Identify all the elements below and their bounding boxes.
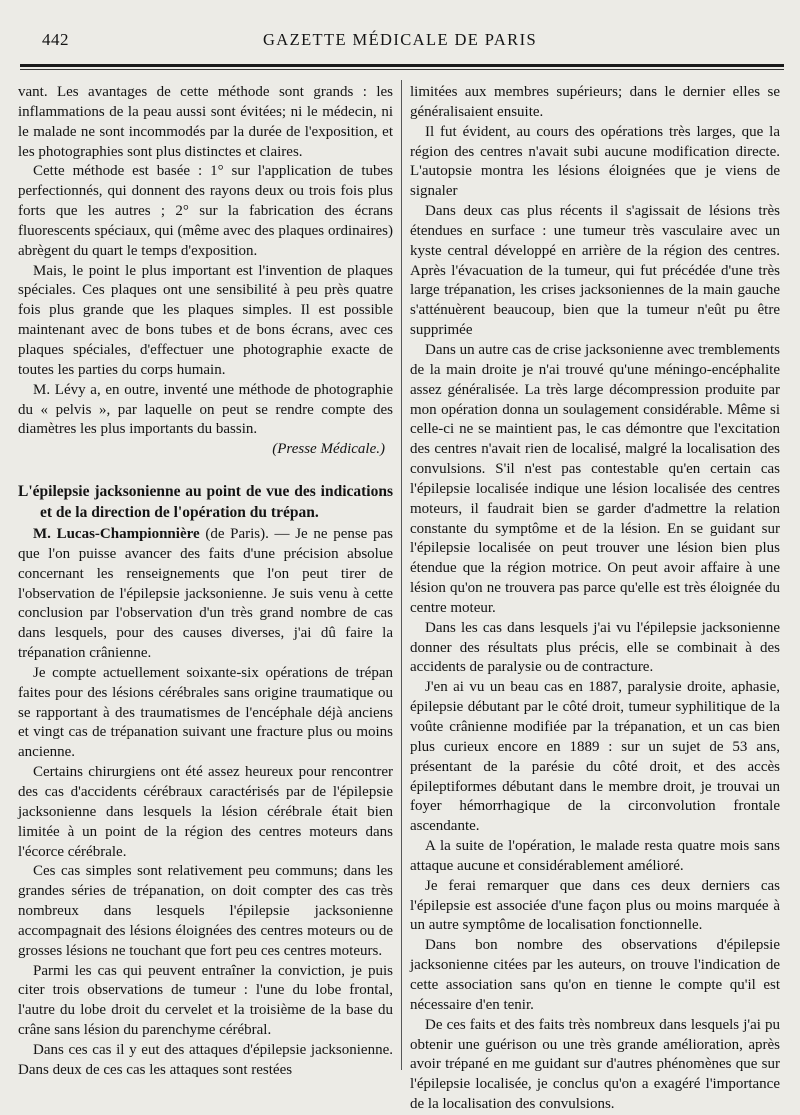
paragraph: vant. Les avantages de cette méthode sont grands : les inflammations de la peau aussi sont évitées; ni le médecin, ni le malade ne sont incommodés par la durée de l'exposition, et les photographies sont plus distinctes et claires. [18, 84, 393, 160]
paragraph: Je ferai remarquer que dans ces deux derniers cas l'épilepsie est associée d'une façon plus ou moins marquée à un autre symptôme de localisation fonctionnelle. [410, 877, 780, 934]
paragraph: Certains chirurgiens ont été assez heureux pour rencontrer des cas d'accidents cérébraux caractérisés par de l'épilepsie jacksonienne dans lesquels la lésion cérébrale était bien limitée à un point de la région des centres moteurs dans l'écorce cérébrale. [18, 764, 393, 860]
paragraph: J'en ai vu un beau cas en 1887, paralysie droite, aphasie, épilepsie débutant par le côté droit, tumeur syphilitique de la voûte crânienne modifiée par la trépanation, et un cas bien plus curieux encore en 1889 : sur un sujet de 53 ans, présentant de la parésie du côté droit, et des accès épileptiformes débutant dans le membre droit, je trouvai un foyer hémorrhagique de la circonvolution frontale ascendante. [410, 679, 780, 835]
paragraph: Dans un autre cas de crise jacksonienne avec tremblements de la main droite je n'ai trouvé qu'une méningo-encéphalite assez généralisée. La très large décompression produite par mon opération donna un soulagement considérable. Même si celle-ci ne se maintient pas, le cas démontre que l'excitation des centres n'avait rien de localisé, malgré la localisation des convulsions. S'il n'est pas contestable qu'en certain cas l'épilepsie localisée indique une lésion localisée des centres moteurs, il faudrait bien se garder d'admettre la relation constante du symptôme et de la lésion. En se guidant sur l'épilepsie localisée on peut trouver une lésion bien plus étendue que la région motrice. On peut avoir affaire à une lésion qu'on ne trouvera pas parce qu'elle est très éloignée du centre moteur. [410, 341, 780, 616]
paragraph: limitées aux membres supérieurs; dans le dernier elles se généralisaient ensuite. [410, 84, 780, 120]
paragraph: De ces faits et des faits très nombreux dans lesquels j'ai pu obtenir une guérison ou une très grande amélioration, après avoir trépané en me guidant sur d'autres phénomènes que sur l'épilepsie localisée, je conclus qu'on a exagéré l'importance de la localisation des convulsions. [410, 1016, 780, 1113]
paragraph: A la suite de l'opération, le malade resta quatre mois sans attaque aucune et considérablement amélioré. [410, 838, 780, 874]
paragraph: Cette méthode est basée : 1° sur l'application de tubes perfectionnés, qui donnent des rayons deux ou trois fois plus forts que les autres ; 2° sur la fabrication des écrans fluorescents spéciaux, qui (même avec des plaques ordinaires) abrègent du quart le temps d'exposition. [18, 163, 393, 259]
paragraph: Dans les cas dans lesquels j'ai vu l'épilepsie jacksonienne donner des résultats plus précis, elle se combinait à des accidents de paralysie ou de contracture. [410, 619, 780, 676]
paragraph: Dans ces cas il y eut des attaques d'épilepsie jacksonienne. Dans deux de ces cas les attaques sont restées [18, 1041, 393, 1078]
header-rule [20, 64, 784, 67]
paragraph: Parmi les cas qui peuvent entraîner la conviction, je puis citer trois observations de tumeur : l'une du lobe frontal, l'autre du lobe droit du cervelet et la troisième de la base du crâne sans lésion du parenchyme cérébral. [18, 962, 393, 1039]
paragraph: Ces cas simples sont relativement peu communs; dans les grandes séries de trépanation, on doit compter des cas très nombreux dans lesquels l'épilepsie jacksonienne accompagnait des lésions éloignées des centres moteurs ou de grosses lésions ne touchant que fort peu ces centres moteurs. [18, 863, 393, 959]
column-divider [401, 80, 402, 1070]
paragraph: Je compte actuellement soixante-six opérations de trépan faites pour des lésions cérébrales sans origine traumatique ou se rapportant à des traumatismes de l'encéphale déjà anciens et vingt cas de trépanation suivant une fracture plus ou moins ancienne. [18, 664, 393, 761]
page-header [20, 30, 780, 52]
paragraph: M. Lévy a, en outre, inventé une méthode de photographie du « pelvis », par laquelle on peut se rendre compte des diamètres les plus importants du bassin. [18, 381, 393, 438]
author-name: M. Lucas-Championnière [33, 526, 200, 543]
paragraph: Dans bon nombre des observations d'épilepsie jacksonienne citées par les auteurs, on trouve l'indication de cette association sans qu'on en tienne le compte qu'il est nécessaire d'en tenir. [410, 937, 780, 1013]
paragraph [18, 525, 393, 664]
page-number: 442 [42, 30, 69, 49]
running-title: GAZETTE MÉDICALE DE PARIS [262, 30, 538, 49]
right-column [410, 83, 780, 1113]
article-title: L'épilepsie jacksonienne au point de vue des indications et de la direction de l'opération du trépan. [18, 483, 393, 521]
paragraph: Mais, le point le plus important est l'invention de plaques spéciales. Ces plaques ont une sensibilité à peu près quatre fois plus grande que les plaques simples. Il est possible maintenant avec de bons tubes et de bons écrans, avec ces plaques spéciales, d'effectuer une photographie exacte de toutes les parties du corps humain. [18, 262, 393, 378]
paragraph-text: (de Paris). — Je ne pense pas que l'on puisse avancer des faits d'une précision absolue concernant les renseignements que l'on peut tirer de l'observation de l'épilepsie jacksonienne. Je suis venu à cette conclusion par l'observation d'un très grand nombre de cas dans lesquels, pour des causes diverses, j'ai dû faire la trépanation crânienne. [18, 526, 394, 662]
paragraph: Il fut évident, au cours des opérations très larges, que la région des centres n'avait subi aucune modification directe. L'autopsie montra les lésions éloignées que je viens de signaler [410, 123, 780, 200]
source-citation: (Presse Médicale.) [272, 441, 385, 458]
left-column [18, 83, 394, 1078]
paragraph: Dans deux cas plus récents il s'agissait de lésions très étendues en surface : une tumeur très vasculaire avec un kyste central développé en arrière de la région des centres. Après l'évacuation de la tumeur, qui fut précédée d'une très large trépanation, les crises jacksoniennes de la main gauche s'atténuèrent beaucoup, bien que la tumeur n'eût pu être supprimée [410, 203, 780, 339]
header-rule-thin [20, 69, 784, 70]
